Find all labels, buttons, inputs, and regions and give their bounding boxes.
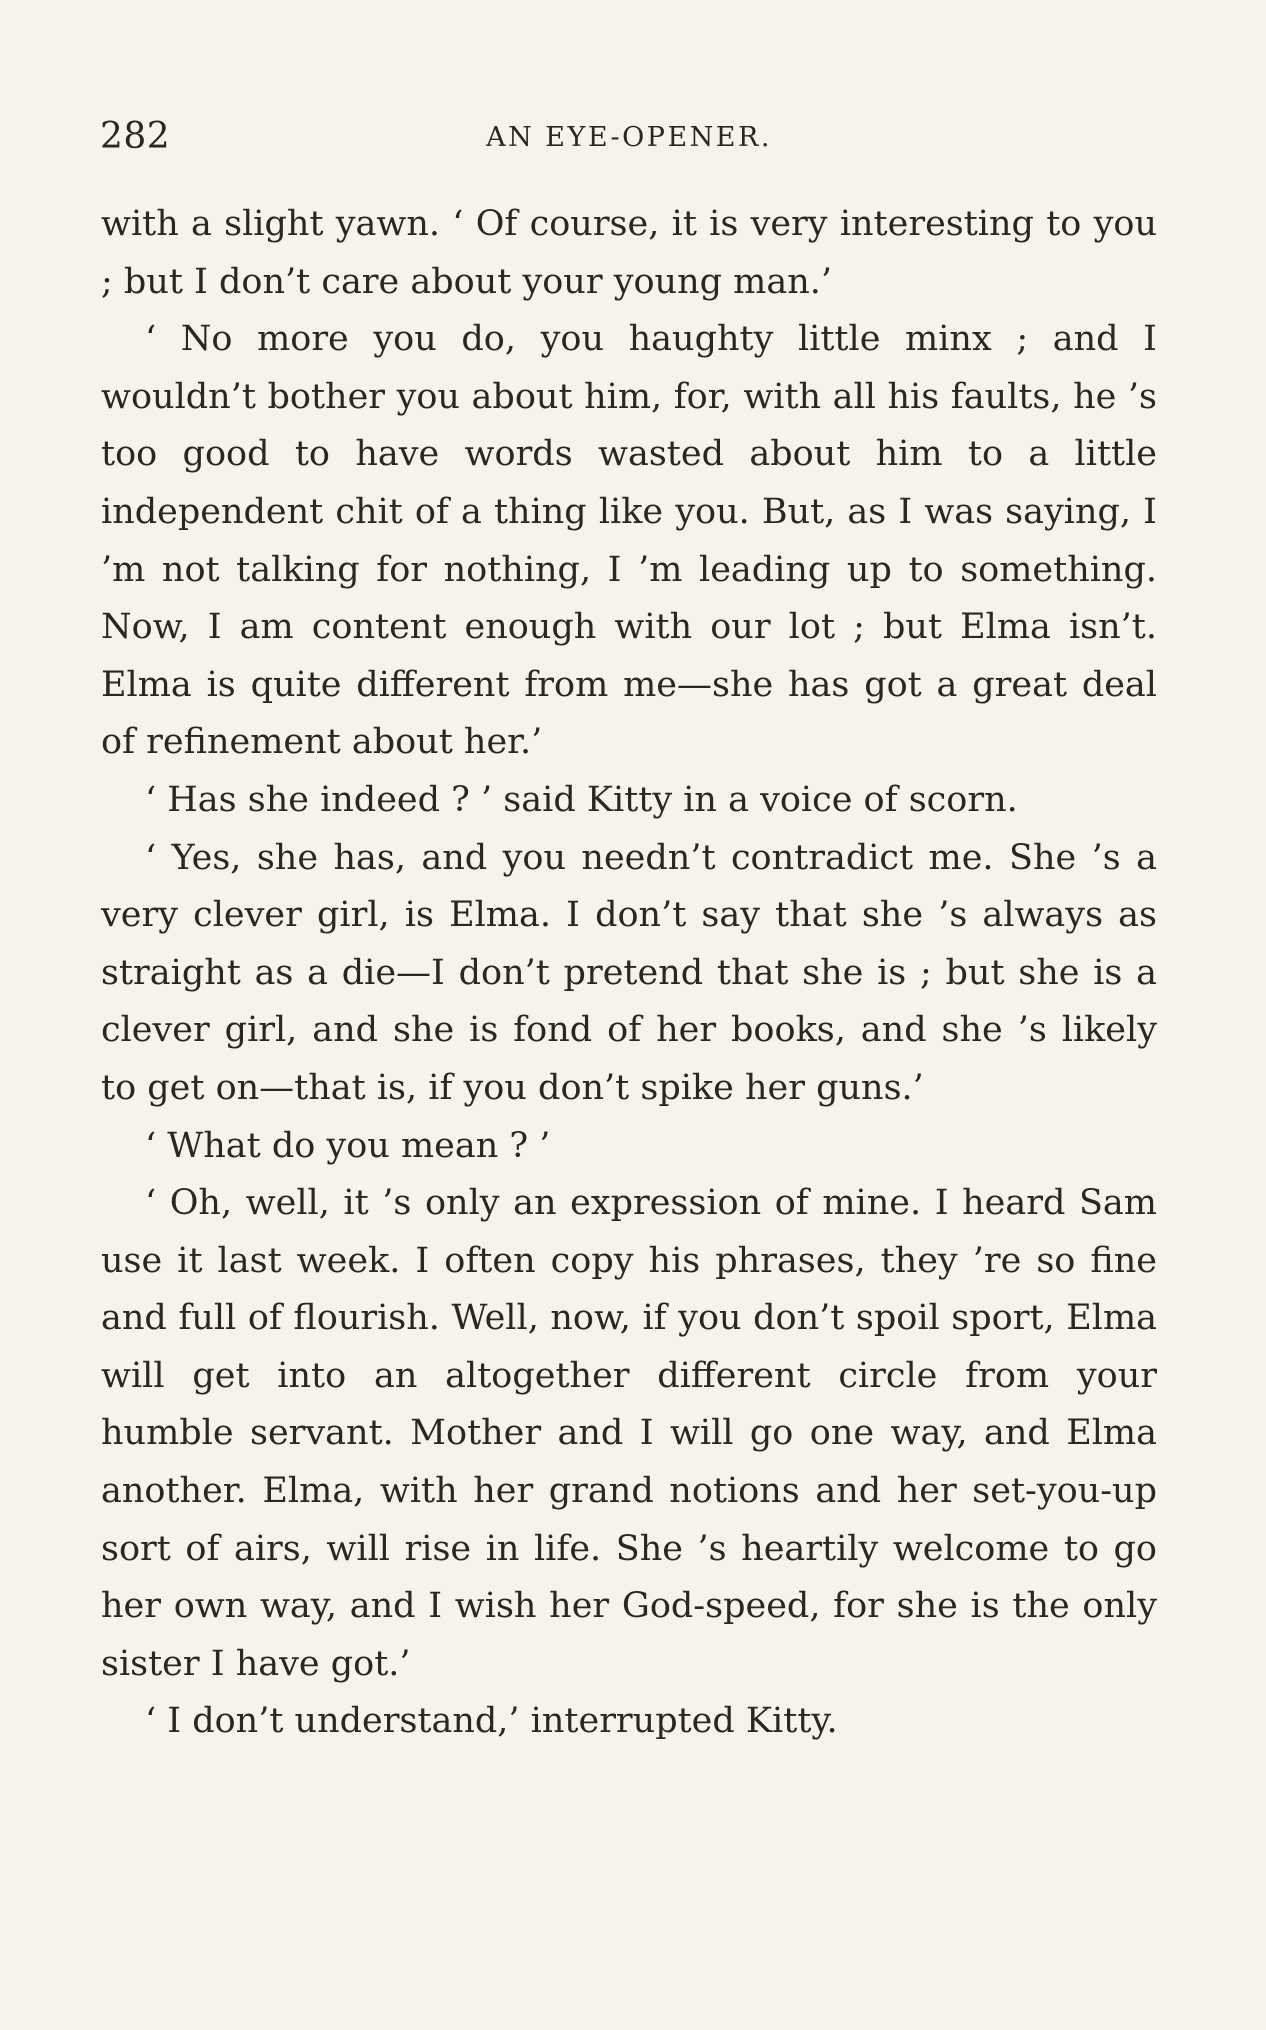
paragraph: with a slight yawn. ‘ Of course, it is very interesting to you ; but I don’t care about your young man.’ — [101, 204, 1157, 302]
page-number: 282 — [100, 116, 171, 157]
paragraph: ‘ Has she indeed ? ’ said Kitty in a voice of scorn. — [145, 779, 1018, 820]
running-title: AN EYE-OPENER. — [486, 122, 772, 153]
paragraph: ‘ What do you mean ? ’ — [145, 1125, 551, 1166]
paragraph: ‘ Yes, she has, and you needn’t contradict me. She ’s a very clever girl, is Elma. I don’t say that she ’s always as straight as a die—I don’t pretend that she is ; but she is a clever girl, and she is fond of her books, and she ’s likely to get on—that is, if you don’t spike her guns.’ — [101, 837, 1157, 1108]
paragraph: ‘ I don’t understand,’ interrupted Kitty. — [145, 1701, 838, 1742]
paragraph: ‘ Oh, well, it ’s only an expression of mine. I heard Sam use it last week. I often copy his phrases, they ’re so fine and full of flourish. Well, now, if you don’t spoil sport, Elma will get into an altogether different circle from your humble servant. Mother and I will go one way, and Elma another. Elma, with her grand notions and her set-you-up sort of airs, will rise in life. She ’s heartily welcome to go her own way, and I wish her God-speed, for she is the only sister I have got.’ — [101, 1183, 1157, 1684]
paragraph: ‘ No more you do, you haughty little minx ; and I wouldn’t bother you about him, for, with all his faults, he ’s too good to have words wasted about him to a little independent chit of a thing like you. But, as I was saying, I ’m not talking for nothing, I ’m leading up to something. Now, I am content enough with our lot ; but Elma isn’t. Elma is quite different from me—she has got a great deal of refinement about her.’ — [101, 319, 1157, 763]
running-head — [100, 112, 1158, 162]
body-text — [101, 196, 1157, 1751]
